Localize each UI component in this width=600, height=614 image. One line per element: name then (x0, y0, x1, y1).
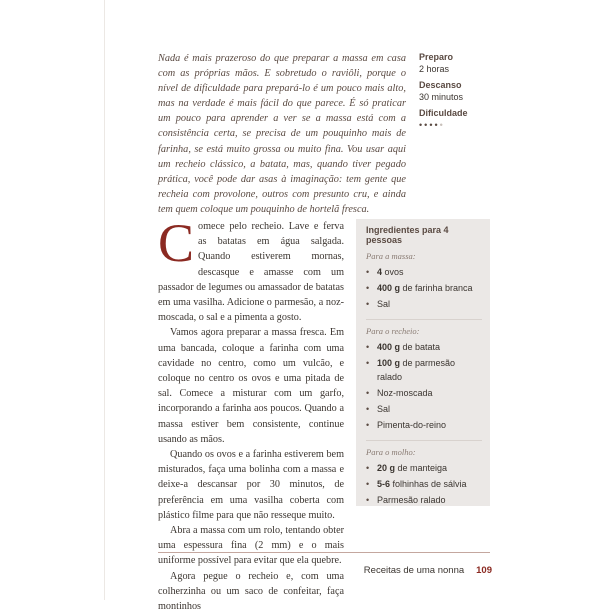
ingredient-item (366, 418, 482, 432)
ingredient-quantity: 400 g (377, 283, 401, 293)
ingredient-item (366, 265, 482, 279)
ingredient-item (366, 297, 482, 311)
recipe-meta (419, 51, 499, 131)
ingredient-item (366, 461, 482, 475)
intro-paragraph: Nada é mais prazeroso do que preparar a massa em casa com as próprias mãos. E sobretudo o raviôli, porque o nível de dificuldade para prepará-lo é um pouco mais alto, mas na verdade é mais fácil do que parece. É só praticar um pouco para aprender a ver se a massa está com a consistência certa, se precisa de um pouquinho mais de farinha, se está muito grossa ou muito fina. Vou usar aqui um recheio clássico, a batata, mas, quando tiver pegado prática, você pode dar asas à imaginação: tem gente que recheia com provolone, outros com presunto cru, e ainda tem quem coloque um pouquinho de hortelã fresca. (158, 53, 406, 215)
instruction-paragraph: Agora pegue o recheio e, com uma colherzinha ou um saco de confeitar, faça montinhos (158, 570, 344, 613)
instruction-paragraph: Abra a massa com um rolo, tentando obter uma espessura fina (2 mm) e o mais uniforme possível para evitar que ela quebre. (158, 525, 344, 567)
ingredient-group-label: Para a massa: (366, 251, 416, 261)
page-footer (364, 565, 492, 576)
ingredient-group-label: Para o recheio: (366, 326, 420, 336)
prep-label: Preparo (419, 52, 454, 62)
ingredient-name: de batata (400, 342, 441, 352)
ingredients-title: Ingredientes para 4 pessoas (366, 225, 449, 245)
ingredient-name: de manteiga (395, 463, 448, 473)
difficulty-dot: • (419, 120, 425, 130)
drop-cap: C (158, 213, 195, 273)
recipe-instructions (158, 213, 344, 614)
ingredient-name: de parmesão ralado (377, 358, 456, 382)
ingredient-item (366, 386, 482, 400)
instruction-paragraph: Quando os ovos e a farinha estiverem bem misturados, faça uma bolinha com a massa e deixe-a descansar por 30 minutos, de preferência em uma vasilha coberta com plástico filme para que não resseque muito. (158, 449, 344, 521)
ingredient-divider (366, 440, 482, 441)
ingredient-name: Parmesão ralado (377, 495, 446, 505)
ingredients-box (356, 219, 490, 506)
ingredient-name: ovos (382, 267, 404, 277)
difficulty-dot: • (439, 120, 445, 130)
ingredient-list (366, 340, 482, 432)
difficulty-dot: • (424, 120, 430, 130)
ingredient-name: Sal (377, 299, 391, 309)
ingredient-quantity: 20 g (377, 463, 396, 473)
ingredient-name: Noz-moscada (377, 388, 433, 398)
difficulty-dot: • (434, 120, 440, 130)
page-number: 109 (476, 565, 492, 576)
difficulty-label: Dificuldade (419, 108, 468, 118)
rest-value: 30 minutos (419, 92, 464, 102)
page-edge (104, 0, 105, 600)
ingredient-item (366, 402, 482, 416)
ingredient-quantity: 4 (377, 267, 383, 277)
ingredient-item (366, 356, 482, 384)
ingredient-quantity: 5-6 (377, 479, 391, 489)
footer-rule (158, 552, 490, 553)
rest-label: Descanso (419, 80, 462, 90)
instruction-paragraph (158, 213, 344, 325)
ingredients-groups (366, 251, 482, 507)
difficulty-dot: • (429, 120, 435, 130)
ingredient-name: Pimenta-do-reino (377, 420, 447, 430)
ingredient-divider (366, 319, 482, 320)
ingredient-name: Sal (377, 404, 391, 414)
prep-value: 2 horas (419, 64, 450, 74)
ingredient-item (366, 493, 482, 507)
ingredient-item (366, 340, 482, 354)
instruction-text: omece pelo recheio. Lave e ferva as batatas em água salgada. Quando estiverem mornas, descasque e amasse com um passador de legumes ou amassador de batatas em uma vasilha. Adicione o parmesão, a noz-moscada, o sal e a pimenta a gosto. (158, 221, 344, 324)
ingredient-name: folhinhas de sálvia (390, 479, 467, 489)
ingredient-list (366, 265, 482, 311)
ingredient-name: de farinha branca (400, 283, 473, 293)
difficulty-rating (419, 119, 499, 131)
ingredient-quantity: 100 g (377, 358, 401, 368)
ingredient-list (366, 461, 482, 507)
book-title: Receitas de uma nonna (363, 565, 465, 576)
ingredient-group-label: Para o molho: (366, 447, 416, 457)
ingredient-item (366, 281, 482, 295)
instruction-paragraph: Vamos agora preparar a massa fresca. Em uma bancada, coloque a farinha com uma cavidade no centro, como um vulcão, e coloque no centro os ovos e uma pitada de sal. Comece a misturar com um garfo, incorporando a farinha aos poucos. Quando a massa estiver bem consistente, continue usando as mãos. (158, 327, 344, 445)
ingredient-item (366, 477, 482, 491)
ingredient-quantity: 400 g (377, 342, 401, 352)
